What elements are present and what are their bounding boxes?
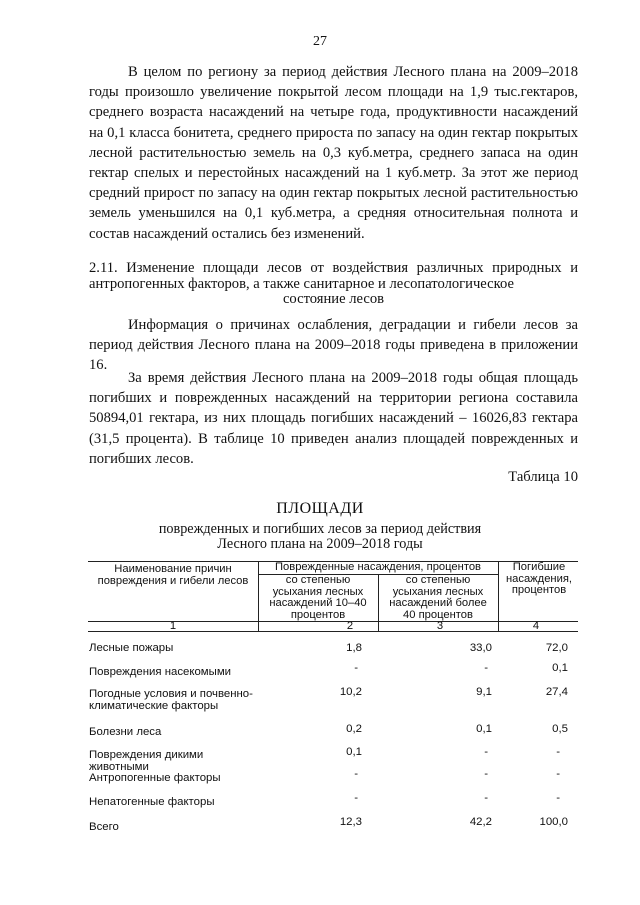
row-cause: Всего <box>89 821 119 833</box>
row-cause: Повреждения насекомыми <box>89 666 232 678</box>
row-value-over-40: - <box>484 662 488 674</box>
row-value-10-40: 1,8 <box>346 642 362 654</box>
row-cause: Повреждения дикими животными <box>89 749 204 773</box>
page-number: 27 <box>313 34 327 49</box>
table-subtitle-line-1: поврежденных и погибших лесов за период действия <box>158 521 482 537</box>
row-cause: Непатогенные факторы <box>89 796 215 808</box>
row-cause: Антропогенные факторы <box>89 772 221 784</box>
table-header <box>88 561 578 631</box>
row-value-over-40: 42,2 <box>469 816 492 828</box>
table-subtitle <box>0 522 640 551</box>
table-title: ПЛОЩАДИ <box>276 500 364 517</box>
header-cause: Наименование причин повреждения и гибели лесов <box>97 563 249 587</box>
table-caption: Таблица 10 <box>508 469 578 485</box>
header-damaged-group: Поврежденные насаждения, процентов <box>275 561 481 573</box>
header-damaged-over-40: со степенью усыхания лесных насаждений более 40 процентов <box>389 574 487 621</box>
row-cause: Болезни леса <box>89 726 162 738</box>
col-number-3: 3 <box>436 620 444 632</box>
section-heading <box>89 261 578 308</box>
section-heading-last-line: состояние лесов <box>282 291 385 307</box>
row-value-dead: 27,4 <box>545 686 568 698</box>
row-value-10-40: 10,2 <box>339 686 362 698</box>
col-number-2: 2 <box>346 620 354 632</box>
row-value-10-40: - <box>354 662 358 674</box>
table-subtitle-line-2: Лесного плана на 2009–2018 годы <box>217 535 423 552</box>
row-cause: Погодные условия и почвенно-климатические факторы <box>89 688 253 712</box>
row-value-dead: 0,1 <box>552 662 568 674</box>
row-value-over-40: - <box>484 792 488 804</box>
row-value-dead: 100,0 <box>539 816 568 828</box>
row-value-10-40: - <box>354 792 358 804</box>
row-value-10-40: 0,2 <box>346 723 362 735</box>
col-number-1: 1 <box>169 620 177 632</box>
row-value-10-40: 0,1 <box>346 746 362 758</box>
col-number-4: 4 <box>532 620 540 632</box>
row-value-dead: - <box>556 792 560 804</box>
header-dead: Погибшие насаждения, процентов <box>505 561 573 596</box>
paragraph-appendix-reference: Информация о причинах ослабления, деградации и гибели лесов за период действия Лесного плана на 2009–2018 годы приведена в приложении 16. <box>89 317 578 374</box>
row-value-over-40: - <box>484 768 488 780</box>
row-value-10-40: 12,3 <box>339 816 362 828</box>
row-value-dead: - <box>556 768 560 780</box>
row-value-dead: 0,5 <box>552 723 568 735</box>
paragraph-damaged-area: За время действия Лесного плана на 2009–2018 годы общая площадь погибших и поврежденных насаждений на территории региона составила 50894,01 гектара, из них площадь погибших насаждений – 16026,83 гектара (31,5 процента). В таблице 10 приведен анализ площадей поврежденных и погибших лесов. <box>89 370 578 467</box>
row-value-over-40: 0,1 <box>476 723 492 735</box>
row-value-over-40: - <box>484 746 488 758</box>
paragraph-forest-plan-results: В целом по региону за период действия Лесного плана на 2009–2018 годы произошло увеличение покрытой лесом площади на 1,9 тыс.гектаров, среднего возраста насаждений на четыре года, продуктивности насаждений на 0,1 класса бонитета, среднего прироста по запасу на один гектар покрытых лесной растительностью земель на 0,3 куб.метра, среднего запаса на один гектар спелых и перестойных насаждений на 1 куб.метр. За этот же период средний прирост по запасу на один гектар покрытых лесной растительностью земель уменьшился на 0,1 куб.метра, а средняя относительная полнота и состав насаждений остались без изменений. <box>89 64 578 242</box>
row-value-dead: - <box>556 746 560 758</box>
row-value-over-40: 33,0 <box>469 642 492 654</box>
row-cause: Лесные пожары <box>89 642 174 654</box>
section-heading-main: 2.11. Изменение площади лесов от воздействия различных природных и антропогенных факторов, а также санитарное и лесопатологическое <box>89 260 578 292</box>
header-damaged-10-40: со степенью усыхания лесных насаждений 10–40 процентов <box>269 574 367 621</box>
row-value-over-40: 9,1 <box>476 686 492 698</box>
row-value-dead: 72,0 <box>545 642 568 654</box>
row-value-10-40: - <box>354 768 358 780</box>
